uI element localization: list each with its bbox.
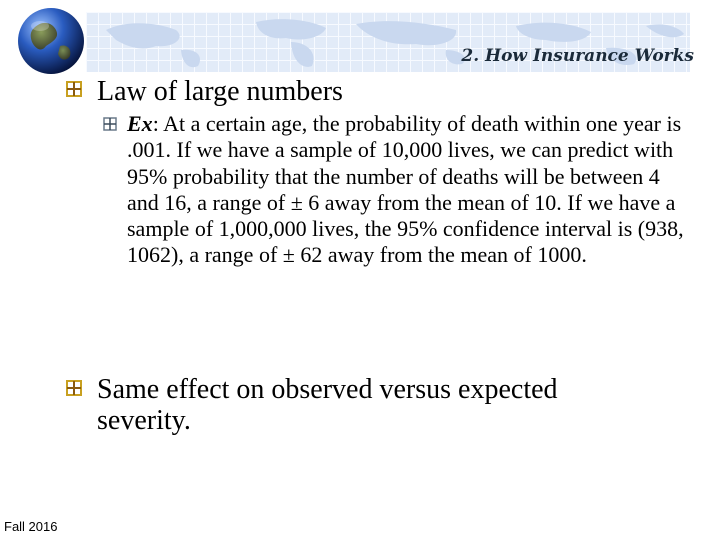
bullet-severity: Same effect on observed versus expected severity. (97, 374, 558, 436)
example-label: Ex (127, 111, 153, 136)
bullet-law-of-large-numbers: Law of large numbers (97, 76, 343, 107)
slide-subtitle: 2. How Insurance Works (461, 46, 694, 66)
example-text: : At a certain age, the probability of death within one year is .001. If we have a sample of 10,000 lives, we can predict with 95% probability that the number of deaths will be between 4 and 16, a range of ± 6 away from the mean of 10. If we have a sample of 1,000,000 lives, the 95% confidence interval is (938, 1062), a range of ± 62 away from the mean of 1000. (127, 111, 684, 268)
bullet-diamond-icon (66, 380, 82, 396)
example-paragraph (127, 111, 687, 269)
globe-logo (16, 6, 86, 76)
footer-date: Fall 2016 (4, 519, 58, 534)
sub-bullet-icon (103, 117, 117, 131)
bullet-diamond-icon (66, 81, 82, 97)
